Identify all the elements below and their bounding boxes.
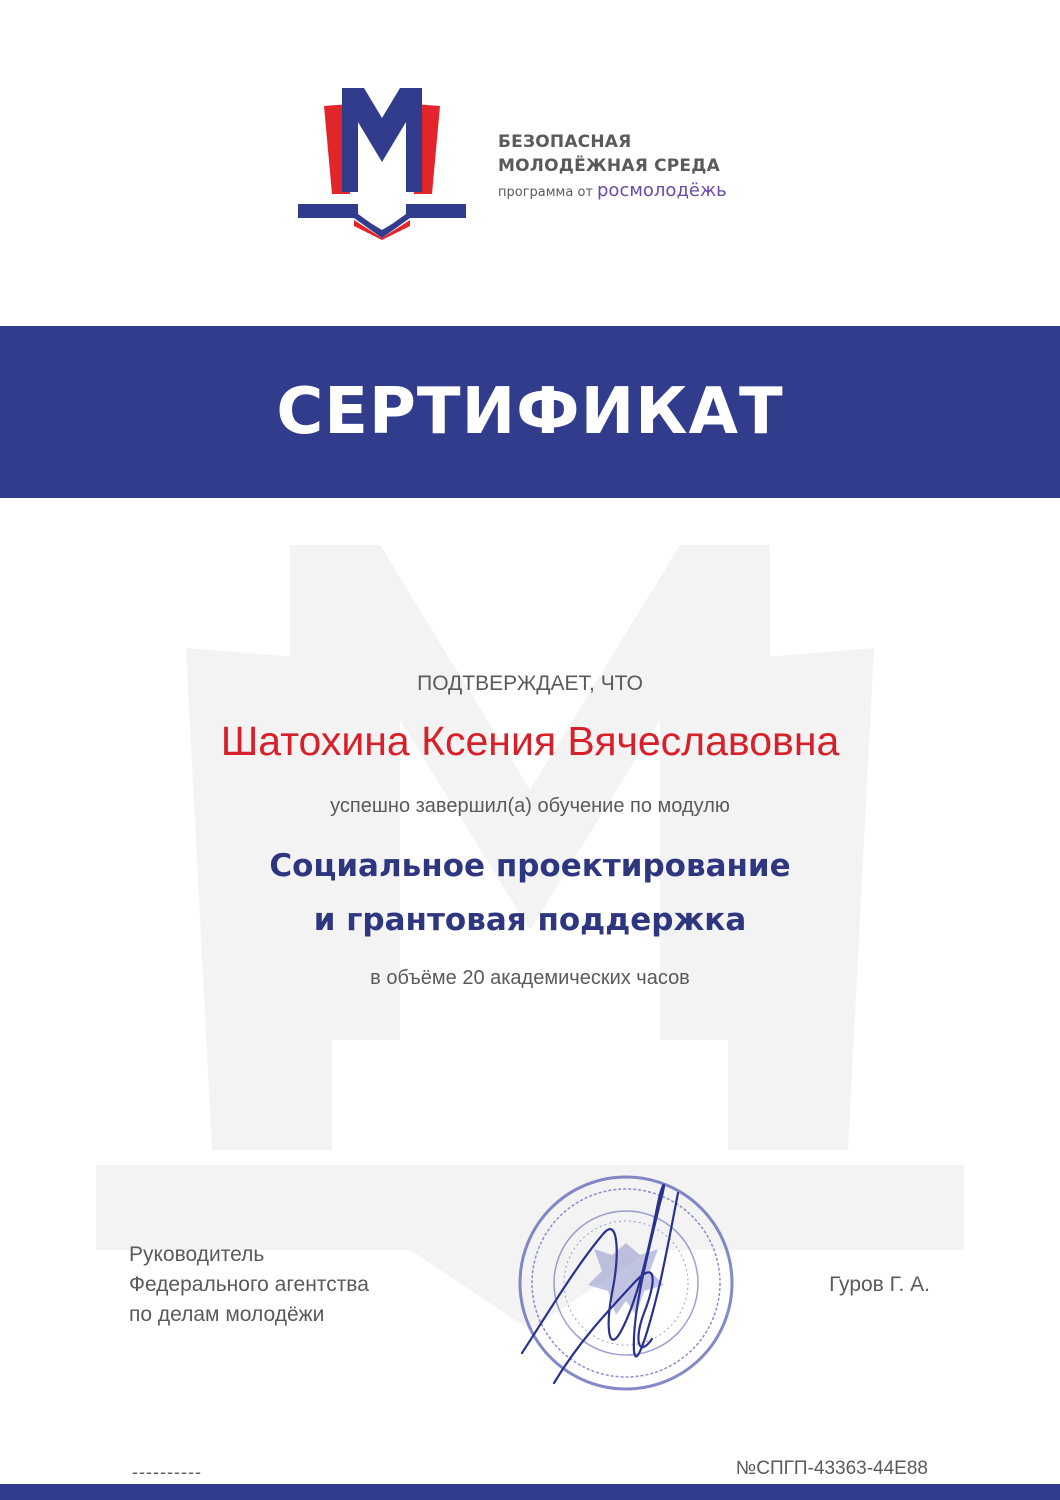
footer-bar [0,1484,1060,1500]
signatory-position [129,1240,369,1330]
certificate-number: №СПГП-43363-44E88 [735,1458,928,1479]
recipient-name: Шатохина Ксения Вячеславовна [220,718,840,764]
module-title-line-1: Социальное проектирование [269,848,791,884]
signature-line: ---------- [132,1462,202,1482]
position-line-3: по делам молодёжи [129,1303,325,1326]
signatory-name: Гуров Г. А. [829,1273,930,1296]
completed-text: успешно завершил(а) обучение по модулю [330,795,730,817]
brand-line-1: БЕЗОПАСНАЯ [498,132,632,152]
brand-subtitle [498,178,727,206]
brand-sub-org: росмолодёжь [597,180,727,201]
title-banner [0,326,1060,498]
official-seal-stamp [508,1163,758,1398]
hours-text: в объёме 20 академических часов [370,967,690,989]
brand-name [498,130,727,206]
brand-line-2: МОЛОДЁЖНАЯ СРЕДА [498,156,720,176]
brand-logo [298,84,466,240]
position-line-2: Федерального агентства [129,1273,369,1296]
certificate-title: СЕРТИФИКАТ [276,375,784,449]
module-title-line-2: и грантовая поддержка [313,902,747,938]
brand-sub-prefix: программа от [498,185,593,200]
confirm-text: ПОДТВЕРЖДАЕТ, ЧТО [417,672,643,695]
position-line-1: Руководитель [129,1243,265,1266]
